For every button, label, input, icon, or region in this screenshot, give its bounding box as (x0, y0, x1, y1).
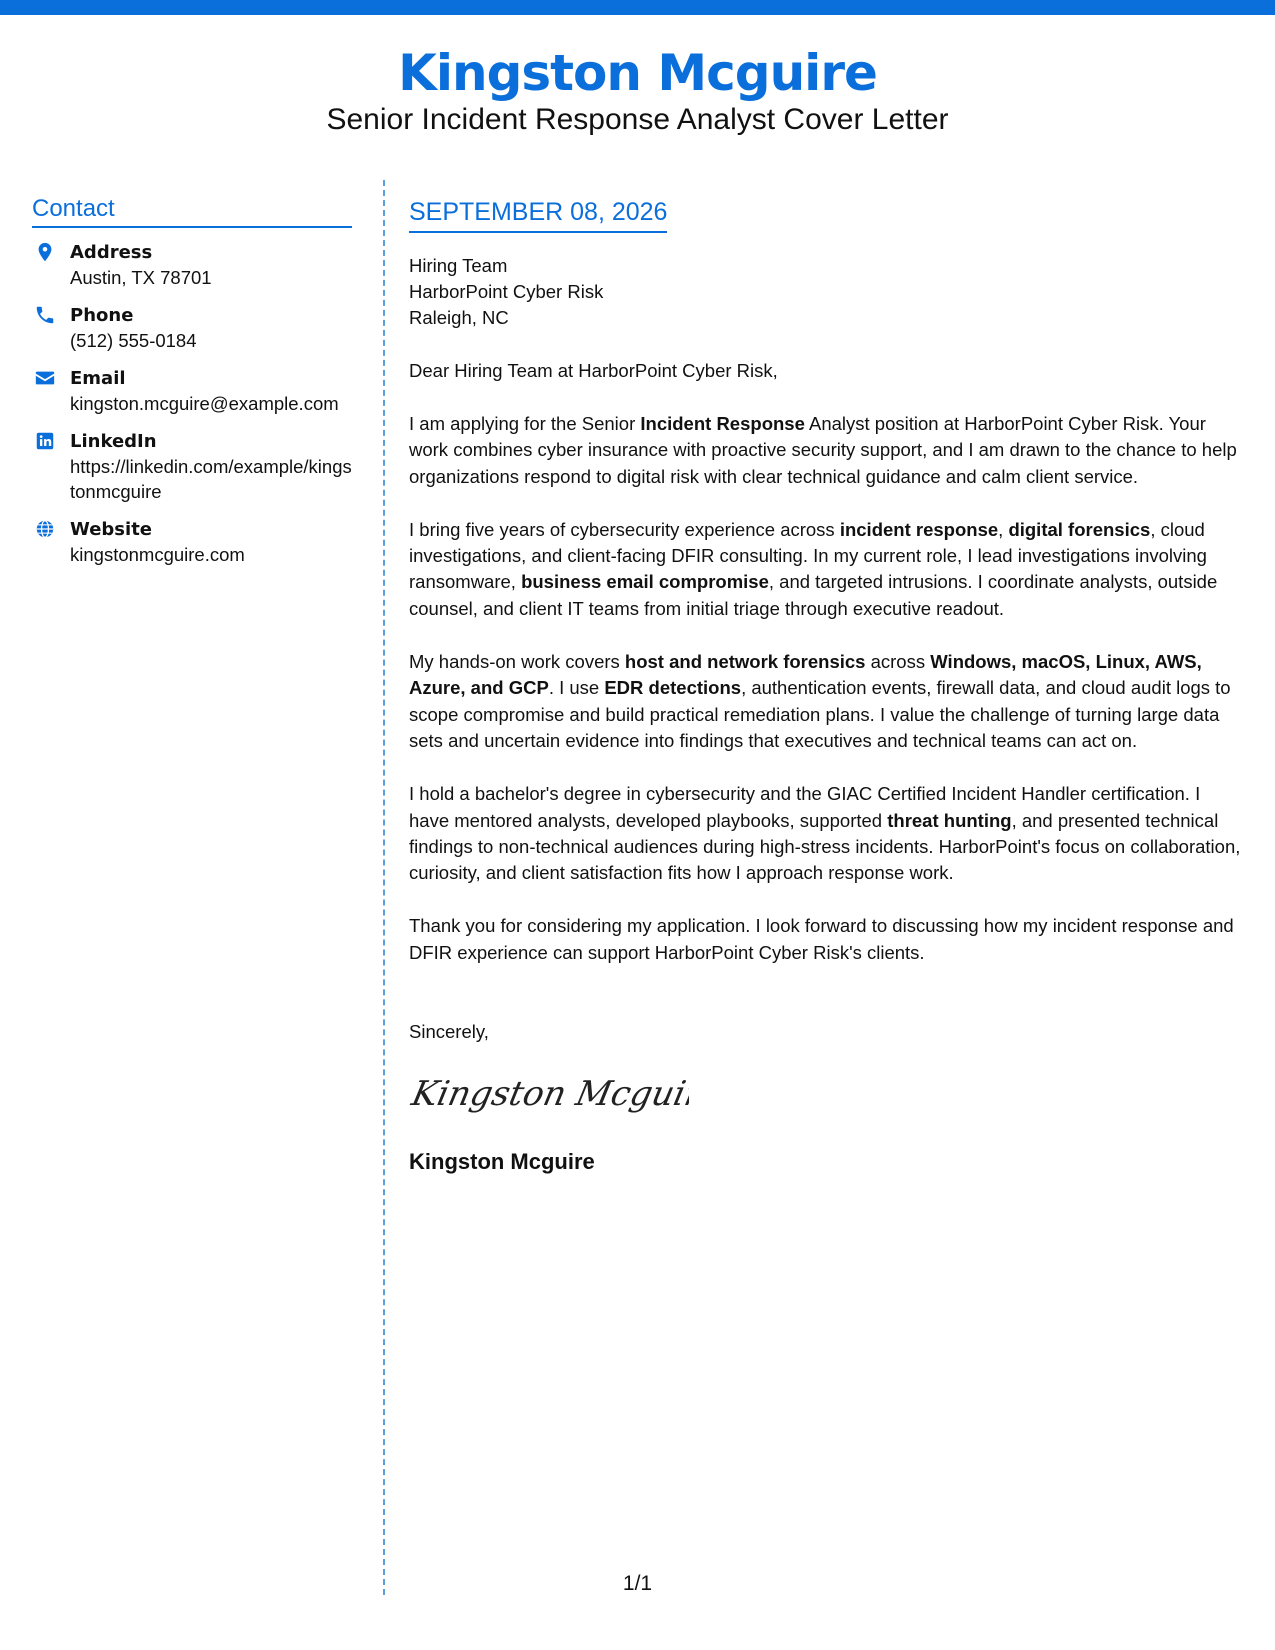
emphasis-text: EDR detections (604, 677, 742, 699)
recipient-line: HarborPoint Cyber Risk (409, 281, 604, 302)
body-paragraph (409, 781, 1244, 886)
applicant-name: Kingston Mcguire (398, 44, 877, 102)
linkedin-link[interactable]: https://linkedin.com/example/kingstonmcguire (70, 456, 352, 502)
body-paragraph (409, 411, 1244, 490)
paragraph-text: Analyst position at HarborPoint Cyber Risk. Your work combines cyber insurance with proactive security support, and I am drawn to the chance to help organizations respond to digital risk with clear technical guidance and calm client service. (409, 413, 1237, 487)
emphasis-text: business email compromise (521, 571, 769, 593)
paragraph-text: , authentication events, firewall data, and cloud audit logs to scope compromise and build practical remediation plans. I value the challenge of turning large data sets and uncertain evidence into findings that executives and technical teams can act on. (409, 677, 1231, 751)
paragraph-text: Thank you for considering my application. I look forward to discussing how my incident response and DFIR experience can support HarborPoint Cyber Risk's clients. (409, 915, 1234, 963)
document-subtitle: Senior Incident Response Analyst Cover Letter (326, 103, 949, 136)
contact-label: Website (70, 519, 153, 540)
letter-body (409, 195, 1244, 1176)
contact-label: LinkedIn (70, 431, 157, 452)
contact-item-email (32, 366, 352, 416)
contact-item-phone (32, 303, 352, 353)
contact-label: Address (70, 242, 153, 263)
body-paragraph (409, 517, 1244, 622)
paragraph-text: My hands-on work covers (409, 651, 625, 673)
contact-value: Austin, TX 78701 (70, 267, 212, 288)
website-link[interactable]: kingstonmcguire.com (70, 544, 245, 565)
contact-item-linkedin (32, 429, 352, 504)
contact-heading: Contact (32, 195, 352, 228)
contact-label: Phone (70, 305, 134, 326)
signed-name: Kingston Mcguire (409, 1149, 595, 1175)
phone-icon (34, 304, 56, 326)
contact-label: Email (70, 368, 126, 389)
paragraph-text: , and presented technical findings to non-technical audiences during high-stress incidents. HarborPoint's focus on collaboration, curiosity, and client satisfaction fits how I approach response work. (409, 809, 1241, 884)
paragraph-text: . I use (548, 677, 605, 699)
contact-list (32, 240, 352, 567)
recipient-line: Hiring Team (409, 255, 508, 276)
emphasis-text: host and network forensics (624, 651, 866, 673)
paragraph-text: , and targeted intrusions. I coordinate analysts, outside counsel, and client IT teams from initial triage through executive readout. (409, 571, 1218, 619)
contact-item-website (32, 517, 352, 567)
recipient-line: Raleigh, NC (409, 307, 509, 328)
handwritten-signature (409, 1063, 689, 1125)
paragraph-text: I am applying for the Senior (409, 413, 641, 434)
globe-icon (34, 518, 56, 540)
closing: Sincerely, (409, 1021, 489, 1043)
body-paragraph (409, 913, 1244, 966)
paragraph-text: across (865, 651, 931, 673)
body-paragraph (409, 649, 1244, 754)
letter-date: SEPTEMBER 08, 2026 (409, 195, 667, 233)
paragraph-text: , (998, 518, 1009, 540)
location-pin-icon (34, 241, 56, 263)
emphasis-text: threat hunting (887, 809, 1012, 831)
emphasis-text: Windows, macOS, Linux, AWS, Azure, and GCP (409, 651, 1202, 699)
linkedin-icon (34, 430, 56, 452)
page-number: 1/1 (622, 1572, 653, 1595)
emphasis-text: digital forensics (1008, 518, 1151, 540)
top-accent-bar (0, 0, 1275, 15)
paragraph-text: I bring five years of cybersecurity experience across (409, 518, 840, 540)
recipient-block (409, 253, 1244, 331)
emphasis-text: Incident Response (640, 413, 805, 434)
paragraph-text: , cloud investigations, and client-facing DFIR consulting. In my current role, I lead investigations involving ransomware, (409, 518, 1207, 593)
emphasis-text: incident response (839, 518, 999, 540)
contact-sidebar (32, 195, 352, 580)
contact-value: (512) 555-0184 (70, 330, 197, 351)
contact-item-address (32, 240, 352, 290)
column-divider (383, 180, 385, 1595)
email-link[interactable]: kingston.mcguire@example.com (70, 393, 339, 414)
header (0, 42, 1275, 138)
envelope-icon (34, 367, 56, 389)
salutation: Dear Hiring Team at HarborPoint Cyber Risk, (409, 360, 778, 381)
signature-text: Kingston Mcguir (409, 1074, 689, 1114)
paragraph-text: I hold a bachelor's degree in cybersecurity and the GIAC Certified Incident Handler certification. I have mentored analysts, developed playbooks, supported (409, 783, 1201, 831)
